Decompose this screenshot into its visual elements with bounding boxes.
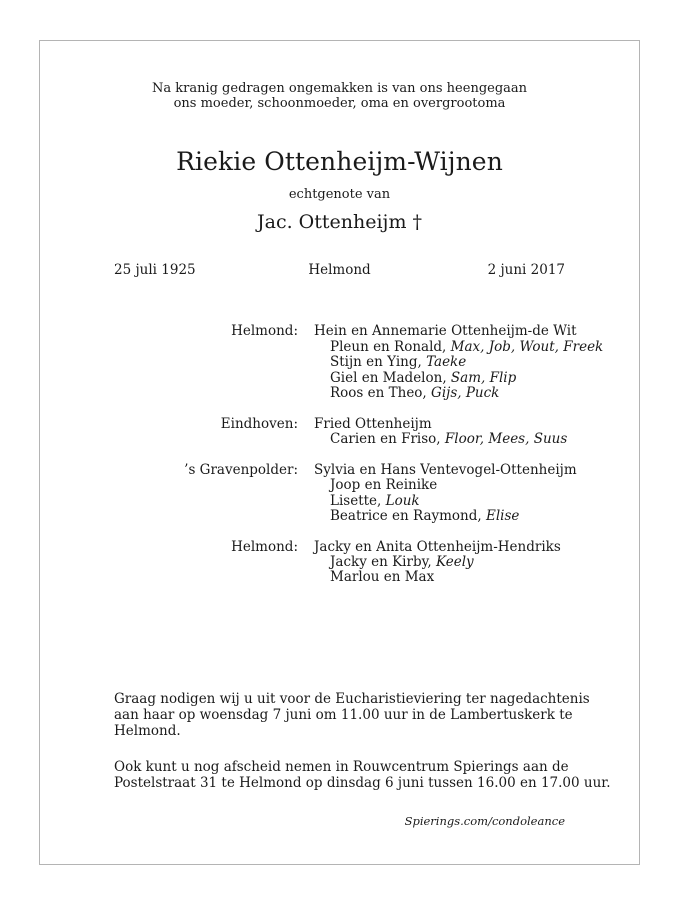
sub-names: Lisette, — [330, 493, 382, 509]
service-paragraph — [114, 691, 590, 739]
family-location: Helmond: — [231, 539, 298, 555]
sub-children: Sam, Flip — [450, 370, 517, 386]
obituary-card — [39, 40, 640, 865]
farewell-line-2: Postelstraat 31 te Helmond op dinsdag 6 juni tussen 16.00 en 17.00 uur. — [114, 775, 611, 791]
sub-children: Louk — [385, 493, 420, 509]
family-main: Fried Ottenheijm — [314, 416, 432, 432]
family-sub-line — [330, 508, 519, 524]
family-sub-line — [330, 569, 434, 585]
birth-date: 25 juli 1925 — [114, 262, 196, 278]
family-location: ’s Gravenpolder: — [184, 462, 298, 478]
family-location: Eindhoven: — [220, 416, 298, 432]
sub-names: Beatrice en Raymond, — [330, 508, 482, 524]
sub-children: Keely — [436, 554, 474, 570]
family-sub-line — [330, 339, 603, 355]
sub-names: Marlou en Max — [330, 569, 435, 585]
sub-names: Joop en Reinike — [330, 477, 438, 493]
family-sub-line — [330, 385, 499, 401]
sub-names: Stijn en Ying, — [330, 354, 422, 370]
family-sub-line — [330, 554, 474, 570]
family-sub-line — [330, 477, 437, 493]
farewell-paragraph — [114, 759, 611, 791]
service-line-3: Helmond. — [114, 723, 181, 739]
sub-names: Carien en Friso, — [330, 431, 441, 447]
family-main: Sylvia en Hans Ventevogel-Ottenheijm — [314, 462, 577, 478]
sub-names: Jacky en Kirby, — [330, 554, 432, 570]
place-of-death: Helmond — [308, 262, 371, 278]
sub-children: Gijs, Puck — [431, 385, 500, 401]
farewell-line-1: Ook kunt u nog afscheid nemen in Rouwcentrum Spierings aan de — [114, 759, 569, 775]
sub-children: Elise — [485, 508, 520, 524]
condolence-link[interactable]: Spierings.com/condoleance — [404, 814, 565, 828]
family-sub-line — [330, 354, 466, 370]
intro-line-2: ons moeder, schoonmoeder, oma en overgrootoma — [173, 96, 506, 111]
sub-names: Pleun en Ronald, — [330, 339, 447, 355]
family-sub-line — [330, 431, 567, 447]
death-date: 2 juni 2017 — [487, 262, 565, 278]
sub-children: Floor, Mees, Suus — [444, 431, 568, 447]
family-main: Hein en Annemarie Ottenheijm-de Wit — [314, 323, 577, 339]
spouse-name: Jac. Ottenheijm † — [257, 211, 422, 233]
sub-names: Giel en Madelon, — [330, 370, 447, 386]
deceased-name: Riekie Ottenheijm-Wijnen — [176, 147, 503, 176]
sub-children: Max, Job, Wout, Freek — [450, 339, 604, 355]
spouse-label: echtgenote van — [288, 187, 391, 202]
family-sub-line — [330, 370, 516, 386]
service-line-1: Graag nodigen wij u uit voor de Eucharistieviering ter nagedachtenis — [114, 691, 590, 707]
family-main: Jacky en Anita Ottenheijm-Hendriks — [314, 539, 561, 555]
family-location: Helmond: — [231, 323, 298, 339]
sub-names: Roos en Theo, — [330, 385, 427, 401]
family-sub-line — [330, 493, 420, 509]
sub-children: Taeke — [426, 354, 467, 370]
service-line-2: aan haar op woensdag 7 juni om 11.00 uur in de Lambertuskerk te — [114, 707, 573, 723]
intro-line-1: Na kranig gedragen ongemakken is van ons heengegaan — [151, 81, 528, 96]
